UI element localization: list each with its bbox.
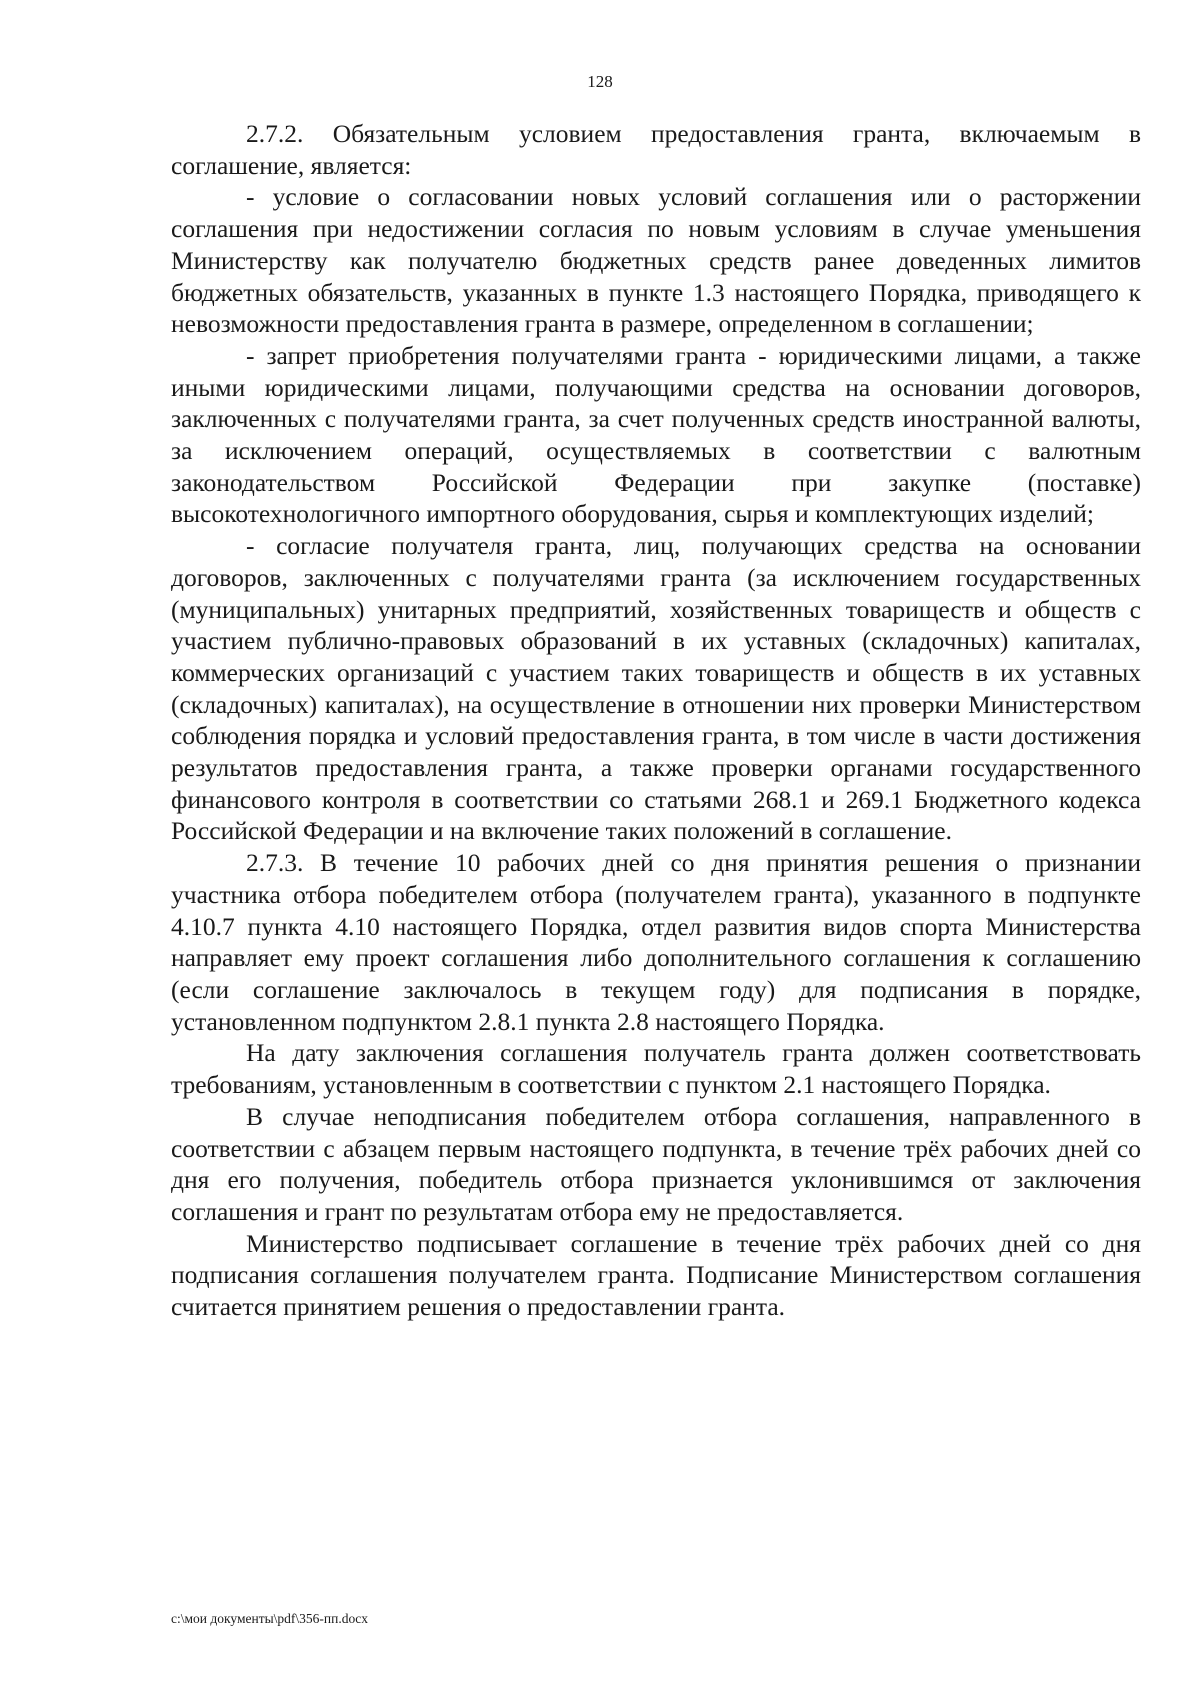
document-body xyxy=(171,118,1141,1323)
paragraph-2-7-3: 2.7.3. В течение 10 рабочих дней со дня принятия решения о признании участника отбора победителем отбора (получателем гранта), указанного в подпункте 4.10.7 пункта 4.10 настоящего Порядка, отдел развития видов спорта Министерства направляет ему проект соглашения либо дополнительного соглашения к соглашению (если соглашение заключалось в текущем году) для подписания в порядке, установленном подпунктом 2.8.1 пункта 2.8 настоящего Порядка. xyxy=(171,848,1141,1036)
paragraph-audit-consent: - согласие получателя гранта, лиц, получающих средства на основании договоров, заключенных с получателями гранта (за исключением государственных (муниципальных) унитарных предприятий, хозяйственных товариществ и обществ с участием публично-правовых образований в их уставных (складочных) капиталах, коммерческих организаций с участием таких товариществ и обществ в их уставных (складочных) капиталах), на осуществление в отношении них проверки Министерством соблюдения порядка и условий предоставления гранта, в том числе в части достижения результатов предоставления гранта, а также проверки органами государственного финансового контроля в соответствии со статьями 268.1 и 269.1 Бюджетного кодекса Российской Федерации и на включение таких положений в соглашение. xyxy=(171,531,1141,846)
paragraph-condition-agreement: - условие о согласовании новых условий соглашения или о расторжении соглашения при недостижении согласия по новым условиям в случае уменьшения Министерству как получателю бюджетных средств ранее доведенных лимитов бюджетных обязательств, указанных в пункте 1.3 настоящего Порядка, приводящего к невозможности предоставления гранта в размере, определенном в соглашении; xyxy=(171,182,1141,339)
paragraph-non-signing: В случае неподписания победителем отбора соглашения, направленного в соответствии с абзацем первым настоящего подпункта, в течение трёх рабочих дней со дня его получения, победитель отбора признается уклонившимся от заключения соглашения и грант по результатам отбора ему не предоставляется. xyxy=(171,1101,1141,1226)
paragraph-recipient-requirements: На дату заключения соглашения получатель гранта должен соответствовать требованиям, установленным в соответствии с пунктом 2.1 настоящего Порядка. xyxy=(171,1038,1141,1100)
paragraph-ministry-signing: Министерство подписывает соглашение в течение трёх рабочих дней со дня подписания соглашения получателем гранта. Подписание Министерством соглашения считается принятием решения о предоставлении гранта. xyxy=(171,1228,1141,1322)
footer-file-path: c:\мои документы\pdf\356-пп.docx xyxy=(171,1611,368,1626)
paragraph-2-7-2: 2.7.2. Обязательным условием предоставления гранта, включаемым в соглашение, является: xyxy=(171,119,1141,180)
page-number: 128 xyxy=(587,72,613,91)
paragraph-currency-ban: - запрет приобретения получателями гранта - юридическими лицами, а также иными юридическими лицами, получающими средства на основании договоров, заключенных с получателями гранта, за счет полученных средств иностранной валюты, за исключением операций, осуществляемых в соответствии с валютным законодательством Российской Федерации при закупке (поставке) высокотехнологичного импортного оборудования, сырья и комплектующих изделий; xyxy=(171,340,1141,529)
